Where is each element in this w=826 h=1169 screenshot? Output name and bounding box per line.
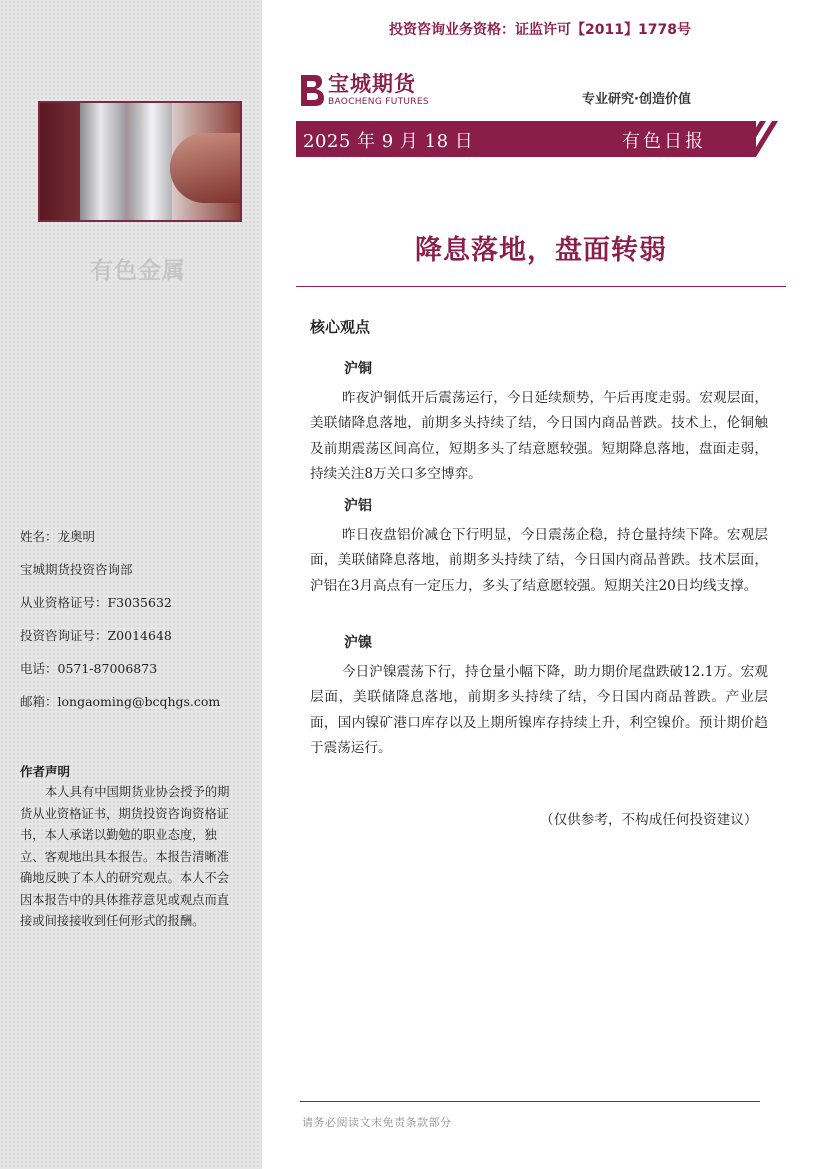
photo-copper-band xyxy=(170,133,242,203)
author-phone: 电话：0571-87006873 xyxy=(20,661,158,676)
section-title-aluminum: 沪铝 xyxy=(344,498,372,514)
author-email: 邮箱：longaoming@bcqhgs.com xyxy=(20,694,221,709)
author-consult-cert: 投资咨询证号：Z0014648 xyxy=(20,628,172,643)
section-body-copper: 昨夜沪铜低开后震荡运行，今日延续颓势，午后再度走弱。宏观层面，美联储降息落地，前期多头持续了结，今日国内商品普跌。技术上，伦铜触及前期震荡区间高位，短期多头了结意愿较强。短期降息落地，盘面走弱，持续关注8万关口多空博弈。 xyxy=(310,390,768,482)
report-date: 2025 年 9 月 18 日 xyxy=(303,131,474,152)
disclaimer: （仅供参考，不构成任何投资建议） xyxy=(540,812,758,828)
author-qual-cert: 从业资格证号：F3035632 xyxy=(20,595,172,610)
author-dept: 宝城期货投资咨询部 xyxy=(20,562,133,577)
section-body-nickel: 今日沪镍震荡下行，持仓量小幅下降，助力期价尾盘跌破12.1万。宏观层面，美联储降息落地，前期多头持续了结，今日国内商品普跌。产业层面，国内镍矿港口库存以及上期所镍库存持续上升，利空镍价。预计期价趋于震荡运行。 xyxy=(310,664,768,756)
slogan: 专业研究·创造价值 xyxy=(582,92,691,107)
date-banner xyxy=(296,121,756,157)
license-text: 投资咨询业务资格：证监许可【2011】1778号 xyxy=(389,22,691,38)
company-logo xyxy=(297,72,437,114)
statement-body: 本人具有中国期货业协会授予的期货从业资格证书，期货投资咨询资格证书，本人承诺以勤勉的职业态度，独立、客观地出具本报告。本报告清晰准确地反映了本人的研究观点。本人不会因本报告中的具体推荐意见或观点而直接或间接接收到任何形式的报酬。 xyxy=(20,785,230,928)
photo-tube xyxy=(80,103,126,222)
section-title-nickel: 沪镍 xyxy=(344,635,372,651)
banner-stripes-icon xyxy=(714,121,794,157)
logo-name: 宝城期货 xyxy=(328,72,416,96)
core-views-title: 核心观点 xyxy=(310,318,371,336)
section-title-copper: 沪铜 xyxy=(344,361,372,377)
headline: 降息落地，盘面转弱 xyxy=(415,235,667,266)
sidebar xyxy=(0,0,262,1169)
report-type: 有色日报 xyxy=(622,131,706,152)
logo-mark-icon xyxy=(297,72,327,108)
category-title: 有色金属 xyxy=(90,258,186,284)
footer-divider xyxy=(300,1101,760,1102)
author-name: 姓名：龙奥明 xyxy=(20,529,96,544)
metal-tubes-photo xyxy=(38,101,242,222)
author-info xyxy=(20,529,250,727)
headline-divider xyxy=(296,286,786,287)
footer-note: 请务必阅读文末免责条款部分 xyxy=(302,1116,452,1129)
statement-title: 作者声明 xyxy=(20,764,71,779)
logo-name-en: BAOCHENG FUTURES xyxy=(328,97,429,107)
section-body-aluminum: 昨日夜盘铝价减仓下行明显，今日震荡企稳，持仓量持续下降。宏观层面，美联储降息落地，前期多头持续了结，今日国内商品普跌。技术层面，沪铝在3月高点有一定压力，多头了结意愿较强。短期关注20日均线支撑。 xyxy=(310,527,768,594)
photo-tube xyxy=(132,103,172,222)
